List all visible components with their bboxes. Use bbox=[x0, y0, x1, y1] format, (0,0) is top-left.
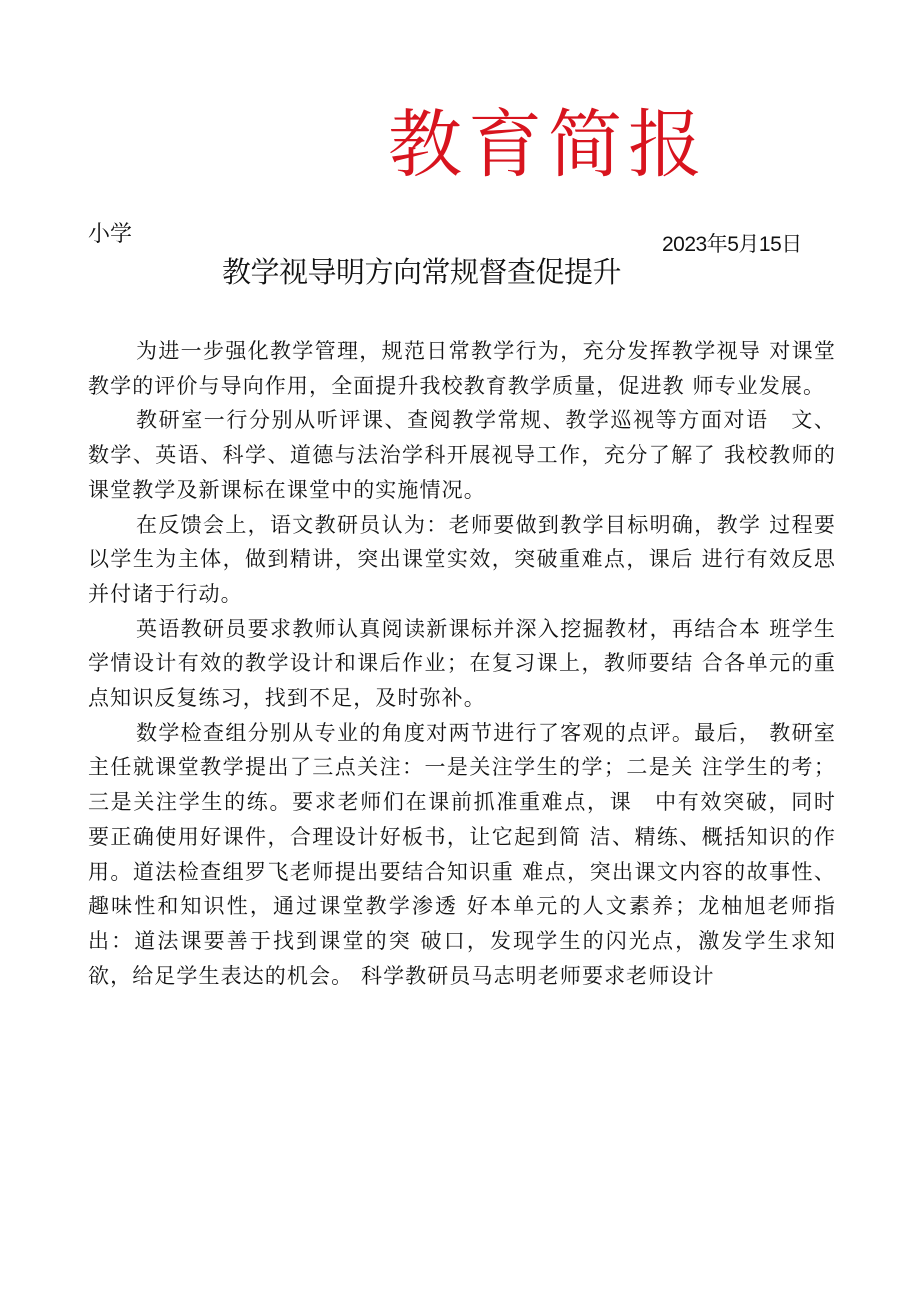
article-headline: 教学视导明方向常规督查促提升 bbox=[222, 255, 622, 289]
article-body bbox=[88, 334, 836, 993]
issue-date: 2023年5月15日 bbox=[662, 233, 802, 256]
newsletter-masthead: 教育简报 bbox=[388, 102, 708, 188]
paragraph: 英语教研员要求教师认真阅读新课标并深入挖掘教材，再结合本 班学生学情设计有效的教学设计和课后作业；在复习课上，教师要结 合各单元的重点知识反复练习，找到不足，及时弥补。 bbox=[88, 616, 836, 711]
paragraph: 数学检查组分别从专业的角度对两节进行了客观的点评。最后， 教研室主任就课堂教学提出了三点关注：一是关注学生的学；二是关 注学生的考；三是关注学生的练。要求老师们在课前抓准重难点，课 中有效突破，同时要正确使用好课件，合理设计好板书，让它起到简 洁、精练、概括知识的作用。道法检查组罗飞老师提出要结合知识重 难点，突出课文内容的故事性、趣味性和知识性，通过课堂教学渗透 好本单元的人文素养；龙柚旭老师指出：道法课要善于找到课堂的突 破口，发现学生的闪光点，激发学生求知欲，给足学生表达的机会。 科学教研员马志明老师要求老师设计 bbox=[88, 720, 836, 988]
school-name: 小学 bbox=[88, 222, 133, 247]
paragraph: 为进一步强化教学管理，规范日常教学行为，充分发挥教学视导 对课堂教学的评价与导向作用，全面提升我校教育教学质量，促进教 师专业发展。 bbox=[88, 339, 836, 398]
paragraph: 教研室一行分别从听评课、查阅教学常规、教学巡视等方面对语 文、数学、英语、科学、道德与法治学科开展视导工作，充分了解了 我校教师的课堂教学及新课标在课堂中的实施情况。 bbox=[88, 408, 836, 502]
paragraph: 在反馈会上，语文教研员认为：老师要做到教学目标明确，教学 过程要以学生为主体，做到精讲，突出课堂实效，突破重难点，课后 进行有效反思并付诸于行动。 bbox=[88, 512, 836, 606]
